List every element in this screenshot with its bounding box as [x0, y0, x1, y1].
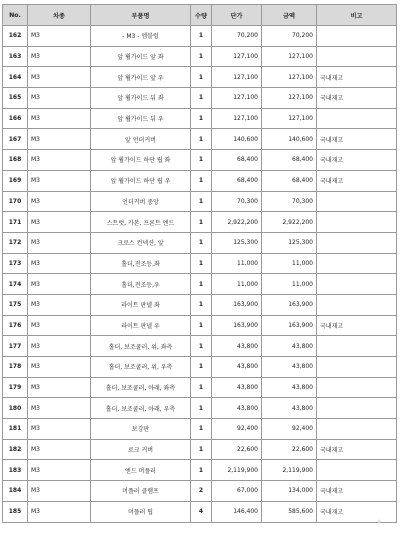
table-row — [3, 129, 397, 150]
row-number: 162 — [3, 26, 28, 47]
row-number: 184 — [3, 481, 28, 502]
row-number: 167 — [3, 129, 28, 150]
note-cell — [317, 419, 397, 440]
table-row — [3, 212, 397, 233]
note-cell: 국내재고 — [317, 481, 397, 502]
part-name-cell: - M3 - 엠블럼 — [91, 26, 191, 47]
unit-price-cell: 22,600 — [212, 439, 262, 460]
part-name-cell: 앞 휠가이드 하단 립 좌 — [91, 150, 191, 171]
model-cell: M3 — [28, 439, 91, 460]
quantity-cell: 1 — [191, 88, 212, 109]
unit-price-cell: 68,400 — [212, 150, 262, 171]
row-number: 172 — [3, 232, 28, 253]
unit-price-cell: 127,100 — [212, 88, 262, 109]
part-name-cell: 앞 휠가이드 앞 우 — [91, 67, 191, 88]
model-cell: M3 — [28, 357, 91, 378]
row-number: 183 — [3, 460, 28, 481]
note-cell: 국내재고 — [317, 129, 397, 150]
unit-price-cell: 125,300 — [212, 232, 262, 253]
part-name-cell: 앞 휠가이드 뒤 우 — [91, 108, 191, 129]
part-name-cell: 머플러 클램프 — [91, 481, 191, 502]
unit-price-cell: 43,800 — [212, 357, 262, 378]
row-number: 176 — [3, 315, 28, 336]
parts-price-sheet — [2, 4, 397, 523]
unit-price-cell: 70,200 — [212, 26, 262, 47]
quantity-cell: 4 — [191, 501, 212, 522]
part-name-cell: 라이트 판넬 우 — [91, 315, 191, 336]
part-name-cell: 홀더, 보조쿨러, 아래, 좌측 — [91, 377, 191, 398]
part-name-cell: 앞 언더커버 — [91, 129, 191, 150]
amount-cell: 22,600 — [262, 439, 317, 460]
table-row — [3, 108, 397, 129]
amount-cell: 43,800 — [262, 336, 317, 357]
note-cell — [317, 294, 397, 315]
note-cell — [317, 26, 397, 47]
unit-price-cell: 68,400 — [212, 170, 262, 191]
note-cell — [317, 253, 397, 274]
model-cell: M3 — [28, 274, 91, 295]
unit-price-cell: 11,000 — [212, 253, 262, 274]
parts-table — [2, 4, 397, 523]
table-row — [3, 232, 397, 253]
part-name-cell: 크로스 컨넥션, 앞 — [91, 232, 191, 253]
row-number: 168 — [3, 150, 28, 171]
amount-cell: 70,300 — [262, 191, 317, 212]
note-cell: 국내재고 — [317, 315, 397, 336]
quantity-cell: 1 — [191, 232, 212, 253]
row-number: 174 — [3, 274, 28, 295]
amount-cell: 127,100 — [262, 67, 317, 88]
quantity-cell: 1 — [191, 419, 212, 440]
part-name-cell: 홀더,전조등,좌 — [91, 253, 191, 274]
amount-cell: 140,600 — [262, 129, 317, 150]
unit-price-cell: 43,800 — [212, 336, 262, 357]
part-name-cell: 언더커버 중앙 — [91, 191, 191, 212]
quantity-cell: 1 — [191, 46, 212, 67]
table-row — [3, 170, 397, 191]
quantity-cell: 1 — [191, 129, 212, 150]
unit-price-cell: 70,300 — [212, 191, 262, 212]
row-number: 182 — [3, 439, 28, 460]
note-cell: 국내재고 — [317, 150, 397, 171]
table-row — [3, 253, 397, 274]
part-name-cell: 라이트 판넬 좌 — [91, 294, 191, 315]
quantity-cell: 1 — [191, 253, 212, 274]
table-row — [3, 67, 397, 88]
amount-cell: 92,400 — [262, 419, 317, 440]
unit-price-cell: 127,100 — [212, 108, 262, 129]
table-row — [3, 191, 397, 212]
note-cell — [317, 108, 397, 129]
note-cell — [317, 377, 397, 398]
table-row — [3, 274, 397, 295]
model-cell: M3 — [28, 46, 91, 67]
quantity-cell: 1 — [191, 377, 212, 398]
model-cell: M3 — [28, 481, 91, 502]
table-body — [3, 26, 397, 523]
amount-cell: 11,000 — [262, 274, 317, 295]
table-row — [3, 398, 397, 419]
model-cell: M3 — [28, 253, 91, 274]
part-name-cell: 앞 휠가이드 하단 립 우 — [91, 170, 191, 191]
part-name-cell: 보강판 — [91, 419, 191, 440]
quantity-cell: 1 — [191, 357, 212, 378]
unit-price-cell: 127,100 — [212, 46, 262, 67]
unit-price-cell: 43,800 — [212, 398, 262, 419]
row-number: 166 — [3, 108, 28, 129]
note-cell: 국내재고 — [317, 501, 397, 522]
model-cell: M3 — [28, 377, 91, 398]
note-cell — [317, 336, 397, 357]
watermark-icon: ✦ — [376, 517, 383, 526]
note-cell — [317, 274, 397, 295]
amount-cell: 68,400 — [262, 150, 317, 171]
unit-price-cell: 43,800 — [212, 377, 262, 398]
model-cell: M3 — [28, 170, 91, 191]
quantity-cell: 1 — [191, 398, 212, 419]
amount-cell: 43,800 — [262, 357, 317, 378]
quantity-cell: 1 — [191, 191, 212, 212]
amount-cell: 43,800 — [262, 398, 317, 419]
amount-cell: 127,100 — [262, 88, 317, 109]
row-number: 171 — [3, 212, 28, 233]
unit-price-cell: 163,900 — [212, 315, 262, 336]
part-name-cell: 엔드 머플러 — [91, 460, 191, 481]
model-cell: M3 — [28, 212, 91, 233]
table-row — [3, 150, 397, 171]
model-cell: M3 — [28, 460, 91, 481]
note-cell — [317, 357, 397, 378]
model-cell: M3 — [28, 294, 91, 315]
part-name-cell: 홀더, 보조쿨러, 아래, 우측 — [91, 398, 191, 419]
note-cell — [317, 191, 397, 212]
unit-price-cell: 2,922,200 — [212, 212, 262, 233]
unit-price-cell: 127,100 — [212, 67, 262, 88]
model-cell: M3 — [28, 315, 91, 336]
table-row — [3, 336, 397, 357]
quantity-cell: 1 — [191, 439, 212, 460]
unit-price-cell: 146,400 — [212, 501, 262, 522]
note-cell — [317, 398, 397, 419]
model-cell: M3 — [28, 88, 91, 109]
row-number: 178 — [3, 357, 28, 378]
row-number: 185 — [3, 501, 28, 522]
amount-cell: 134,000 — [262, 481, 317, 502]
note-cell: 국내재고 — [317, 439, 397, 460]
note-cell: 국내재고 — [317, 67, 397, 88]
row-number: 173 — [3, 253, 28, 274]
amount-cell: 2,119,900 — [262, 460, 317, 481]
note-cell: 국내재고 — [317, 88, 397, 109]
row-number: 181 — [3, 419, 28, 440]
table-row — [3, 419, 397, 440]
table-row — [3, 315, 397, 336]
part-name-cell: 홀더, 보조쿨러, 위, 우측 — [91, 357, 191, 378]
quantity-cell: 1 — [191, 336, 212, 357]
model-cell: M3 — [28, 129, 91, 150]
model-cell: M3 — [28, 398, 91, 419]
header-amount: 금액 — [262, 5, 317, 26]
amount-cell: 127,100 — [262, 46, 317, 67]
note-cell — [317, 460, 397, 481]
table-row — [3, 460, 397, 481]
row-number: 164 — [3, 67, 28, 88]
amount-cell: 127,100 — [262, 108, 317, 129]
row-number: 163 — [3, 46, 28, 67]
quantity-cell: 1 — [191, 108, 212, 129]
amount-cell: 125,300 — [262, 232, 317, 253]
table-row — [3, 46, 397, 67]
quantity-cell: 1 — [191, 460, 212, 481]
model-cell: M3 — [28, 336, 91, 357]
model-cell: M3 — [28, 419, 91, 440]
part-name-cell: 앞 휠가이드 앞 좌 — [91, 46, 191, 67]
note-cell — [317, 232, 397, 253]
part-name-cell: 머플러 팁 — [91, 501, 191, 522]
amount-cell: 70,200 — [262, 26, 317, 47]
table-row — [3, 439, 397, 460]
table-row — [3, 377, 397, 398]
row-number: 177 — [3, 336, 28, 357]
unit-price-cell: 11,000 — [212, 274, 262, 295]
table-row — [3, 88, 397, 109]
amount-cell: 163,900 — [262, 315, 317, 336]
amount-cell: 43,800 — [262, 377, 317, 398]
unit-price-cell: 2,119,900 — [212, 460, 262, 481]
model-cell: M3 — [28, 150, 91, 171]
part-name-cell: 로크 커버 — [91, 439, 191, 460]
part-name-cell: 홀더,전조등,우 — [91, 274, 191, 295]
part-name-cell: 스트럿, 카본, 프론트 엔드 — [91, 212, 191, 233]
quantity-cell: 1 — [191, 26, 212, 47]
header-row — [3, 5, 397, 26]
table-row — [3, 26, 397, 47]
row-number: 179 — [3, 377, 28, 398]
row-number: 170 — [3, 191, 28, 212]
header-part-name: 부품명 — [91, 5, 191, 26]
model-cell: M3 — [28, 108, 91, 129]
header-note: 비고 — [317, 5, 397, 26]
header-quantity: 수량 — [191, 5, 212, 26]
quantity-cell: 1 — [191, 294, 212, 315]
table-row — [3, 501, 397, 522]
quantity-cell: 1 — [191, 212, 212, 233]
model-cell: M3 — [28, 26, 91, 47]
amount-cell: 68,400 — [262, 170, 317, 191]
unit-price-cell: 67,000 — [212, 481, 262, 502]
model-cell: M3 — [28, 191, 91, 212]
quantity-cell: 1 — [191, 150, 212, 171]
amount-cell: 163,900 — [262, 294, 317, 315]
row-number: 180 — [3, 398, 28, 419]
header-unit-price: 단가 — [212, 5, 262, 26]
header-no: No. — [3, 5, 28, 26]
note-cell: 국내재고 — [317, 170, 397, 191]
table-row — [3, 294, 397, 315]
unit-price-cell: 163,900 — [212, 294, 262, 315]
quantity-cell: 1 — [191, 67, 212, 88]
amount-cell: 585,600 — [262, 501, 317, 522]
row-number: 175 — [3, 294, 28, 315]
table-row — [3, 481, 397, 502]
amount-cell: 11,000 — [262, 253, 317, 274]
note-cell — [317, 46, 397, 67]
model-cell: M3 — [28, 67, 91, 88]
row-number: 165 — [3, 88, 28, 109]
model-cell: M3 — [28, 232, 91, 253]
quantity-cell: 1 — [191, 315, 212, 336]
part-name-cell: 앞 휠가이드 뒤 좌 — [91, 88, 191, 109]
header-model: 차종 — [28, 5, 91, 26]
model-cell: M3 — [28, 501, 91, 522]
part-name-cell: 홀더, 보조쿨러, 위, 좌측 — [91, 336, 191, 357]
amount-cell: 2,922,200 — [262, 212, 317, 233]
row-number: 169 — [3, 170, 28, 191]
note-cell — [317, 212, 397, 233]
quantity-cell: 1 — [191, 274, 212, 295]
unit-price-cell: 92,400 — [212, 419, 262, 440]
quantity-cell: 2 — [191, 481, 212, 502]
unit-price-cell: 140,600 — [212, 129, 262, 150]
quantity-cell: 1 — [191, 170, 212, 191]
table-row — [3, 357, 397, 378]
